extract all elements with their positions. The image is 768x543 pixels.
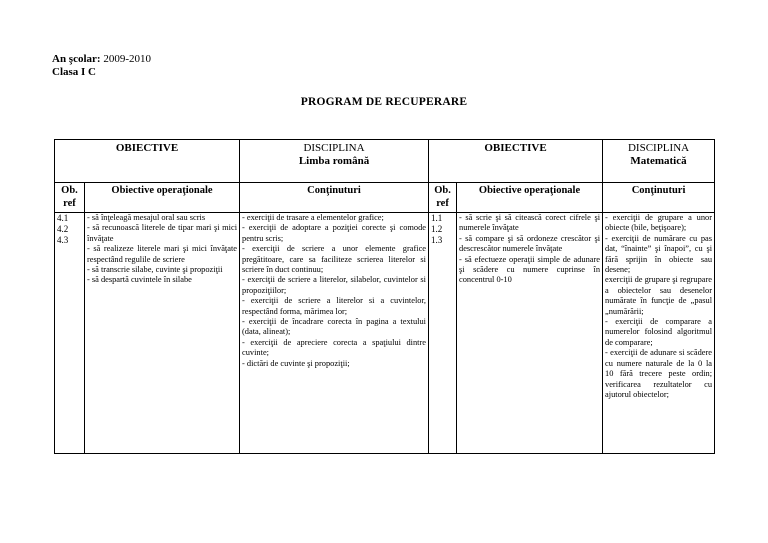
content-item: - exerciţii de încadrare corecta în pagina a textului (data, alineat);: [242, 317, 427, 337]
col-contents-matematica: Conţinuturi: [603, 183, 715, 213]
objective-item: - să despartă cuvintele în silabe: [87, 275, 192, 285]
document-title: PROGRAM DE RECUPERARE: [300, 96, 468, 108]
ref-item: 4.2: [57, 224, 69, 234]
content-item: - exerciţii de adoptare a poziţiei corecte şi comode pentru scris;: [242, 223, 427, 243]
content-item: - exerciţii de trasare a elementelor grafice;: [242, 213, 384, 222]
objective-item: - să realizeze literele mari şi mici învăţate respectând regulile de scriere: [87, 244, 238, 264]
discipline-header-romana: [240, 140, 429, 183]
contents-list-romana: [240, 213, 429, 454]
ref-item: 1.2: [431, 224, 443, 234]
school-year-line: [52, 53, 151, 65]
objectives-list-matematica: [457, 213, 603, 454]
discipline-name-matematica: Matematică: [630, 155, 687, 167]
objective-item: - să recunoască literele de tipar mari şi mici învăţate: [87, 223, 238, 243]
discipline-label-romana: DISCIPLINA: [303, 142, 365, 154]
school-year-label: An şcolar:: [52, 53, 101, 65]
content-item: - exerciţii de grupare a unor obiecte (bile, beţişoare);: [605, 213, 713, 233]
ref-item: 1.1: [431, 213, 443, 223]
content-item: - exerciţii de apreciere corecta a spaţiului dintre cuvinte;: [242, 337, 427, 358]
content-item: - exerciţii de scriere a unor elemente grafice pregătitoare, care sa faciliteze scrierea literelor si scriere în duct continuu;: [242, 244, 427, 275]
discipline-label-matematica: DISCIPLINA: [627, 142, 690, 154]
discipline-name-romana: Limba română: [298, 155, 370, 167]
objective-item: - să compare şi să ordoneze crescător şi descrescător numerele învăţate: [459, 233, 601, 254]
class-label: Clasa I C: [52, 66, 97, 78]
ref-item: 4.1: [57, 213, 69, 223]
objectives-list-romana: [85, 213, 240, 454]
contents-list-matematica: [603, 213, 715, 454]
refs-romana: [55, 213, 85, 454]
content-item: exerciţii de grupare şi regrupare a obiectelor sau desenelor numărate în funcţie de „pasul „numărării;: [605, 275, 713, 316]
recovery-program-table: [54, 139, 715, 454]
objectives-header-romana: OBIECTIVE: [55, 140, 240, 183]
refs-matematica: [429, 213, 457, 454]
col-objectives-romana: Obiective operaţionale: [85, 183, 240, 213]
discipline-header-matematica: [603, 140, 715, 183]
objective-item: - să transcrie silabe, cuvinte şi propoziţii: [87, 265, 223, 275]
ref-item: 4.3: [57, 235, 69, 245]
objectives-header-matematica: OBIECTIVE: [429, 140, 603, 183]
content-item: - exerciţii de scriere a literelor, silabelor, cuvintelor si propoziţiilor;: [242, 275, 427, 295]
objective-item: - să efectueze operaţii simple de adunare şi scădere cu numere cuprinse în concentrul 0-10: [459, 254, 601, 285]
content-row: [55, 213, 715, 454]
objective-item: - să scrie şi să citească corect cifrele şi numerele învăţate: [459, 213, 601, 233]
ref-item: 1.3: [431, 235, 443, 245]
content-item: - exerciţii de adunare si scădere cu numere naturale de la 0 la 10 fără trecere peste ordin; verificarea rezultatelor cu ajutorul obiectelor;: [605, 348, 713, 399]
header-row-disciplines: [55, 140, 715, 183]
content-item: - dictări de cuvinte şi propoziţii;: [242, 358, 350, 368]
objective-item: - să înţeleagă mesajul oral sau scris: [87, 213, 206, 222]
content-item: - exerciţii de comparare a numerelor folosind algoritmul de comparare;: [605, 317, 713, 347]
content-item: - exerciţii de scriere a literelor si a cuvintelor, respectând forma, mărimea lor;: [242, 296, 427, 316]
school-year-value: 2009-2010: [103, 53, 151, 65]
col-ref-matematica: Ob. ref: [429, 183, 457, 213]
col-contents-romana: Conţinuturi: [240, 183, 429, 213]
content-item: - exerciţii de numărare cu pas dat, “înainte” şi înapoi”, cu şi fără sprijin în obiecte sau desene;: [605, 233, 713, 275]
col-ref-romana: Ob. ref: [55, 183, 85, 213]
header-row-columns: [55, 183, 715, 213]
col-objectives-matematica: Obiective operaţionale: [457, 183, 603, 213]
